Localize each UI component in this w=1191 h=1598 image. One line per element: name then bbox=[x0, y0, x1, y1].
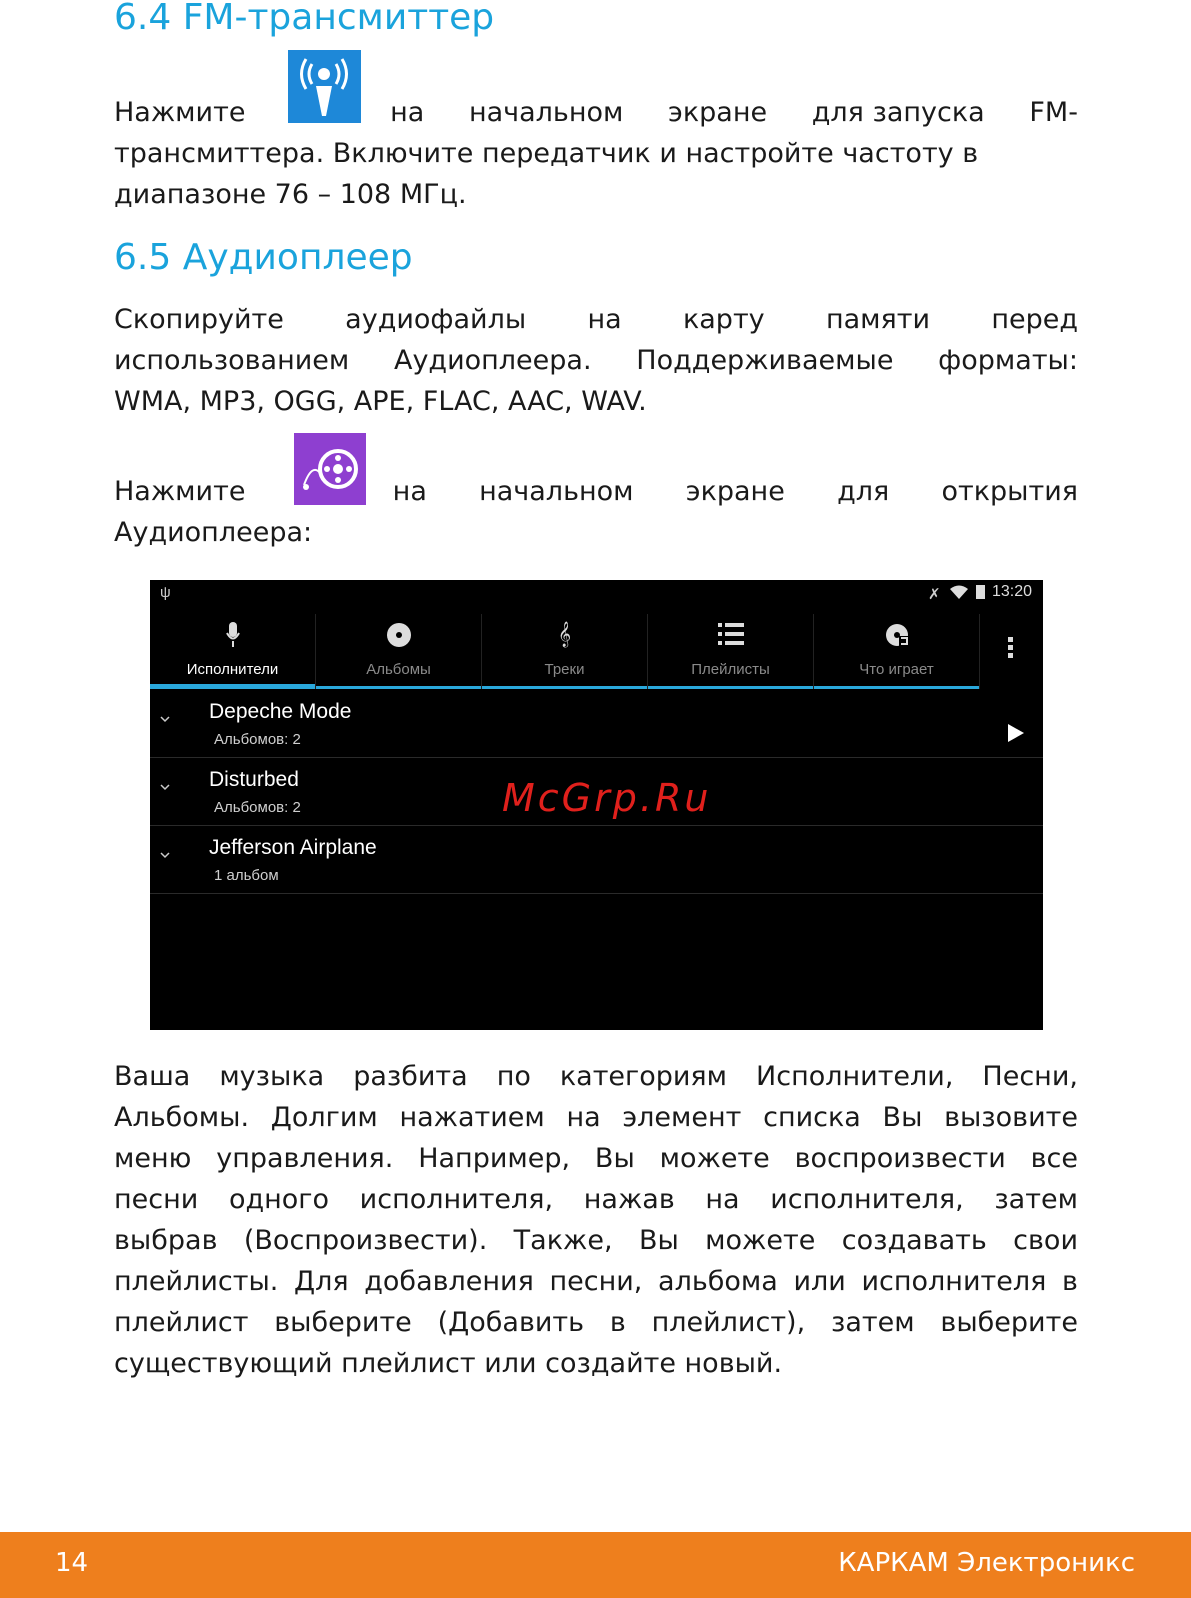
album-count: Альбомов: 2 bbox=[214, 799, 301, 816]
tab-playlists[interactable] bbox=[648, 614, 814, 689]
word: Поддерживаемые bbox=[636, 345, 894, 376]
audio-formats-paragraph bbox=[114, 299, 1078, 422]
album-count: 1 альбом bbox=[214, 867, 279, 884]
artist-name: Depeche Mode bbox=[209, 700, 352, 723]
tab-now-playing[interactable] bbox=[814, 614, 980, 689]
tab-label: Исполнители bbox=[186, 661, 279, 678]
usage-paragraph bbox=[114, 1056, 1078, 1384]
microphone-icon bbox=[226, 622, 240, 648]
word: форматы: bbox=[938, 345, 1078, 376]
fm-paragraph bbox=[114, 92, 1078, 215]
overflow-menu-icon[interactable] bbox=[1008, 637, 1013, 658]
watermark: McGrp.Ru bbox=[502, 776, 712, 820]
section-heading-fm: 6.4 FM-трансмиттер bbox=[114, 0, 495, 38]
body-line: существующий плейлист или создайте новый. bbox=[114, 1348, 783, 1379]
artist-name: Jefferson Airplane bbox=[209, 836, 377, 859]
fm-word: Нажмите bbox=[114, 97, 246, 128]
fm-word: на bbox=[390, 97, 425, 128]
list-icon bbox=[718, 622, 744, 646]
body-line: плейлисты. Для добавления песни, альбома или исполнителя в bbox=[114, 1266, 1078, 1297]
word: экране bbox=[685, 476, 785, 507]
album-count: Альбомов: 2 bbox=[214, 731, 301, 748]
tab-label: Что играет bbox=[859, 661, 934, 678]
fm-word: FM- bbox=[1029, 97, 1078, 128]
battery-icon bbox=[976, 585, 985, 599]
word: памяти bbox=[825, 304, 931, 335]
mute-icon: ✗ bbox=[928, 586, 941, 603]
word: на bbox=[392, 476, 427, 507]
play-icon[interactable] bbox=[1008, 724, 1024, 742]
word: Нажмите bbox=[114, 476, 246, 507]
word: начальном bbox=[479, 476, 634, 507]
word: карту bbox=[682, 304, 765, 335]
tab-albums[interactable] bbox=[316, 614, 482, 689]
word: открытия bbox=[941, 476, 1078, 507]
footer-brand: КАРКАМ Электроникс bbox=[838, 1548, 1135, 1578]
tab-artists[interactable] bbox=[150, 614, 316, 689]
status-bar bbox=[150, 580, 1043, 608]
disc-icon bbox=[386, 622, 412, 648]
list-item[interactable] bbox=[150, 690, 1043, 758]
body-line: плейлист выберите (Добавить в плейлист), затем выберите bbox=[114, 1307, 1078, 1338]
fm-word: для запуска bbox=[811, 97, 985, 128]
word: для bbox=[837, 476, 890, 507]
body-line: Альбомы. Долгим нажатием на элемент списка Вы вызовите bbox=[114, 1102, 1078, 1133]
fm-line: трансмиттера. Включите передатчик и настройте частоту в bbox=[114, 138, 979, 169]
body-line: меню управления. Например, Вы можете воспроизвести все bbox=[114, 1143, 1078, 1174]
wifi-icon bbox=[950, 585, 968, 599]
page-footer bbox=[0, 1532, 1191, 1598]
body-line: песни одного исполнителя, нажав на исполнителя, затем bbox=[114, 1184, 1078, 1215]
tab-label: Плейлисты bbox=[691, 661, 770, 678]
fm-word: начальном bbox=[468, 97, 624, 128]
tab-label: Альбомы bbox=[366, 661, 431, 678]
word: Аудиоплеера. bbox=[393, 345, 592, 376]
list-item[interactable] bbox=[150, 826, 1043, 894]
word: на bbox=[587, 304, 622, 335]
word: использованием bbox=[114, 345, 350, 376]
audio-line: Аудиоплеера: bbox=[114, 517, 313, 548]
tab-bar bbox=[150, 614, 980, 689]
fm-line: диапазоне 76 – 108 МГц. bbox=[114, 179, 467, 210]
chevron-down-icon[interactable] bbox=[160, 850, 170, 860]
word: перед bbox=[991, 304, 1078, 335]
body-line: Ваша музыка разбита по категориям Исполнители, Песни, bbox=[114, 1061, 1078, 1092]
chevron-down-icon[interactable] bbox=[160, 782, 170, 792]
page-number: 14 bbox=[55, 1548, 89, 1578]
word: Скопируйте bbox=[114, 304, 284, 335]
audio-open-paragraph bbox=[114, 471, 1078, 553]
tab-tracks[interactable] bbox=[482, 614, 648, 689]
formats-line: WMA, MP3, OGG, APE, FLAC, AAC, WAV. bbox=[114, 386, 647, 417]
usb-icon: ψ bbox=[160, 584, 171, 601]
treble-clef-icon: 𝄞 bbox=[557, 622, 571, 647]
audio-player-screenshot bbox=[150, 580, 1043, 1030]
chevron-down-icon[interactable] bbox=[160, 714, 170, 724]
tab-label: Треки bbox=[544, 661, 585, 678]
fm-word: экране bbox=[668, 97, 768, 128]
now-playing-icon bbox=[884, 622, 910, 648]
section-heading-audio: 6.5 Аудиоплеер bbox=[114, 237, 413, 278]
artist-name: Disturbed bbox=[209, 768, 299, 791]
word: аудиофайлы bbox=[345, 304, 527, 335]
body-line: выбрав (Воспроизвести). Также, Вы можете создавать свои bbox=[114, 1225, 1078, 1256]
clock: 13:20 bbox=[992, 583, 1033, 600]
